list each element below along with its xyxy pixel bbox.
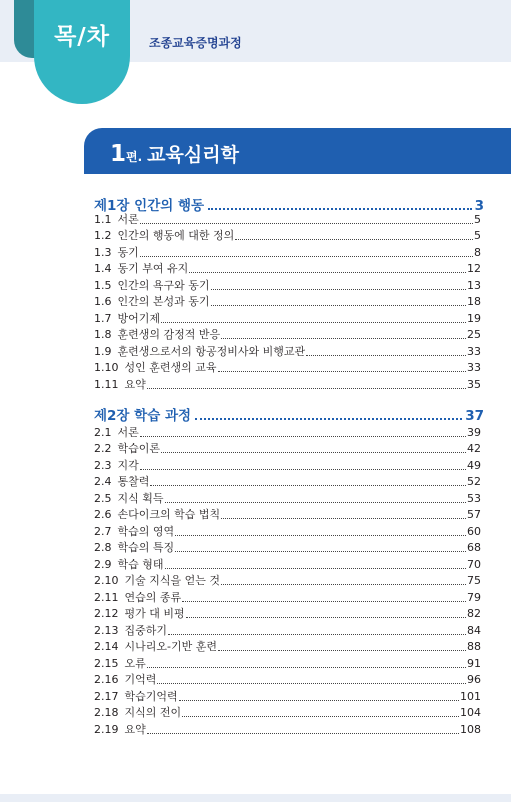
dot-leader [189, 272, 466, 273]
toc-entry[interactable] [94, 293, 481, 310]
entry-number: 2.1 [94, 425, 112, 439]
entry-title: 기억력 [124, 673, 157, 686]
toc-entry[interactable] [94, 375, 481, 392]
entry-page: 96 [467, 673, 481, 686]
toc-entry[interactable] [94, 638, 481, 655]
dot-leader [150, 485, 466, 486]
entry-title: 훈련생의 감정적 반응 [117, 328, 221, 341]
entry-number: 1.2 [94, 229, 112, 242]
toc-tab [34, 0, 130, 104]
entry-number: 1.11 [94, 377, 119, 391]
dot-leader [175, 551, 466, 552]
entry-title: 집중하기 [124, 623, 168, 637]
entry-title: 동기 부여 유지 [117, 262, 189, 275]
entry-number: 1.3 [94, 245, 112, 259]
dot-leader [165, 502, 466, 503]
toc-entry[interactable] [94, 522, 481, 539]
toc-entry[interactable] [94, 456, 481, 473]
chapter-title: 제2장 학습 과정 [94, 408, 192, 424]
entry-title: 학습의 영역 [117, 524, 175, 538]
entry-page: 35 [467, 377, 481, 391]
toc-entry[interactable] [94, 423, 481, 440]
part-number: 1 [110, 141, 127, 167]
entry-page: 91 [467, 656, 481, 670]
part-unit: 편. [126, 150, 143, 164]
entry-page: 19 [467, 311, 481, 325]
dot-leader [211, 289, 466, 290]
toc-entry[interactable] [94, 227, 481, 244]
toc-entry[interactable] [94, 539, 481, 556]
entry-title: 연습의 종류 [124, 590, 182, 604]
entry-title: 지식의 전이 [124, 706, 182, 719]
entry-number: 2.17 [94, 689, 119, 703]
dot-leader [147, 667, 466, 668]
entry-title: 통찰력 [117, 475, 150, 488]
entry-page: 12 [467, 262, 481, 275]
toc-entry[interactable] [94, 588, 481, 605]
dot-leader [175, 535, 466, 536]
entry-page: 60 [467, 524, 481, 538]
entry-title: 기술 지식을 얻는 것 [124, 574, 220, 587]
toc-entry[interactable] [94, 342, 481, 359]
entry-page: 70 [467, 557, 481, 571]
entry-number: 2.6 [94, 508, 112, 521]
entry-number: 2.8 [94, 541, 112, 554]
dot-leader [140, 436, 466, 437]
entry-title: 학습의 특징 [117, 541, 175, 554]
dot-leader [235, 239, 473, 240]
entry-page: 52 [467, 475, 481, 488]
entry-title: 손다이크의 학습 법칙 [117, 508, 221, 521]
dot-leader [165, 568, 466, 569]
entry-number: 2.13 [94, 623, 119, 637]
entry-number: 2.4 [94, 475, 112, 488]
entry-page: 49 [467, 458, 481, 472]
entry-number: 1.8 [94, 328, 112, 341]
chapter-heading[interactable] [94, 404, 484, 424]
dot-leader [182, 716, 459, 717]
dot-leader [140, 256, 473, 257]
entry-page: 57 [467, 508, 481, 521]
entry-page: 79 [467, 590, 481, 604]
entry-title: 학습 형태 [117, 557, 164, 571]
entry-title: 서론 [117, 212, 139, 226]
dot-leader [221, 584, 466, 585]
entry-title: 학습기억력 [124, 689, 178, 703]
toc-entry[interactable] [94, 605, 481, 622]
entry-title: 평가 대 비평 [124, 607, 185, 620]
entry-number: 1.4 [94, 262, 112, 275]
entry-title: 오류 [124, 656, 146, 670]
entry-page: 104 [460, 706, 481, 719]
toc-entry[interactable] [94, 276, 481, 293]
toc-title: 목/차 [54, 24, 110, 50]
entry-title: 인간의 행동에 대한 정의 [117, 229, 235, 242]
entry-number: 2.3 [94, 458, 112, 472]
entry-page: 13 [467, 278, 481, 292]
entry-page: 53 [467, 491, 481, 505]
entry-number: 2.15 [94, 656, 119, 670]
toc-entry[interactable] [94, 326, 481, 343]
dot-leader [221, 338, 466, 339]
toc-entry[interactable] [94, 572, 481, 589]
entry-title: 지식 획득 [117, 491, 164, 505]
entry-number: 1.1 [94, 212, 112, 226]
entry-number: 2.16 [94, 673, 119, 686]
entry-title: 성인 훈련생의 교육 [124, 361, 217, 374]
toc-entry[interactable] [94, 473, 481, 490]
entry-page: 5 [474, 229, 481, 242]
dot-leader [179, 700, 459, 701]
dot-leader [195, 418, 462, 420]
dot-leader [211, 305, 466, 306]
chapter-entry-list [94, 210, 481, 392]
toc-entry[interactable] [94, 621, 481, 638]
footer-band [0, 794, 511, 802]
entry-number: 2.12 [94, 607, 119, 620]
entry-page: 25 [467, 328, 481, 341]
entry-page: 88 [467, 640, 481, 653]
entry-title: 훈련생으로서의 항공정비사와 비행교관 [117, 344, 306, 358]
toc-entry[interactable] [94, 654, 481, 671]
entry-number: 2.2 [94, 442, 112, 455]
toc-entry[interactable] [94, 489, 481, 506]
part-title: 교육심리학 [147, 144, 239, 166]
entry-number: 1.10 [94, 361, 119, 374]
toc-entry[interactable] [94, 687, 481, 704]
dot-leader [218, 371, 466, 372]
dot-leader [147, 733, 459, 734]
dot-leader [182, 601, 466, 602]
entry-title: 요약 [124, 377, 146, 391]
entry-page: 18 [467, 295, 481, 308]
entry-title: 서론 [117, 425, 139, 439]
entry-page: 108 [460, 722, 481, 736]
dot-leader [186, 617, 466, 618]
entry-title: 시나리오-기반 훈련 [124, 640, 217, 653]
entry-number: 2.19 [94, 722, 119, 736]
chapter-page: 37 [465, 408, 484, 424]
entry-title: 동기 [117, 245, 139, 259]
dot-leader [161, 452, 466, 453]
dot-leader [168, 634, 466, 635]
toc-entry[interactable] [94, 506, 481, 523]
chapter-title: 제1장 인간의 행동 [94, 198, 205, 214]
toc-entry[interactable] [94, 555, 481, 572]
entry-page: 75 [467, 574, 481, 587]
entry-page: 42 [467, 442, 481, 455]
entry-number: 2.9 [94, 557, 112, 571]
entry-title: 방어기제 [117, 311, 161, 325]
dot-leader [157, 683, 466, 684]
entry-number: 2.7 [94, 524, 112, 538]
dot-leader [221, 518, 466, 519]
toc-entry[interactable] [94, 440, 481, 457]
dot-leader [161, 322, 466, 323]
entry-page: 82 [467, 607, 481, 620]
entry-number: 2.11 [94, 590, 119, 604]
entry-number: 1.9 [94, 344, 112, 358]
toc-entry[interactable] [94, 210, 481, 227]
dot-leader [147, 388, 466, 389]
entry-page: 33 [467, 344, 481, 358]
entry-number: 1.7 [94, 311, 112, 325]
entry-page: 33 [467, 361, 481, 374]
entry-number: 2.18 [94, 706, 119, 719]
toc-entry[interactable] [94, 704, 481, 721]
toc-entry[interactable] [94, 671, 481, 688]
dot-leader [140, 223, 473, 224]
entry-number: 1.5 [94, 278, 112, 292]
entry-number: 2.14 [94, 640, 119, 653]
toc-entry[interactable] [94, 309, 481, 326]
toc-entry[interactable] [94, 720, 481, 737]
entry-page: 5 [474, 212, 481, 226]
entry-page: 39 [467, 425, 481, 439]
entry-title: 인간의 욕구와 동기 [117, 278, 210, 292]
entry-page: 8 [474, 245, 481, 259]
entry-page: 84 [467, 623, 481, 637]
entry-number: 2.10 [94, 574, 119, 587]
chapter-page: 3 [474, 198, 484, 214]
toc-entry[interactable] [94, 243, 481, 260]
entry-title: 요약 [124, 722, 146, 736]
entry-title: 지각 [117, 458, 139, 472]
chapter-entry-list [94, 423, 481, 737]
course-name: 조종교육증명과정 [149, 36, 242, 50]
entry-title: 인간의 본성과 동기 [117, 295, 210, 308]
dot-leader [306, 355, 466, 356]
dot-leader [140, 469, 466, 470]
toc-entry[interactable] [94, 260, 481, 277]
part-heading [110, 140, 239, 167]
entry-page: 101 [460, 689, 481, 703]
entry-number: 2.5 [94, 491, 112, 505]
toc-entry[interactable] [94, 359, 481, 376]
entry-title: 학습이론 [117, 442, 161, 455]
entry-page: 68 [467, 541, 481, 554]
dot-leader [218, 650, 466, 651]
entry-number: 1.6 [94, 295, 112, 308]
